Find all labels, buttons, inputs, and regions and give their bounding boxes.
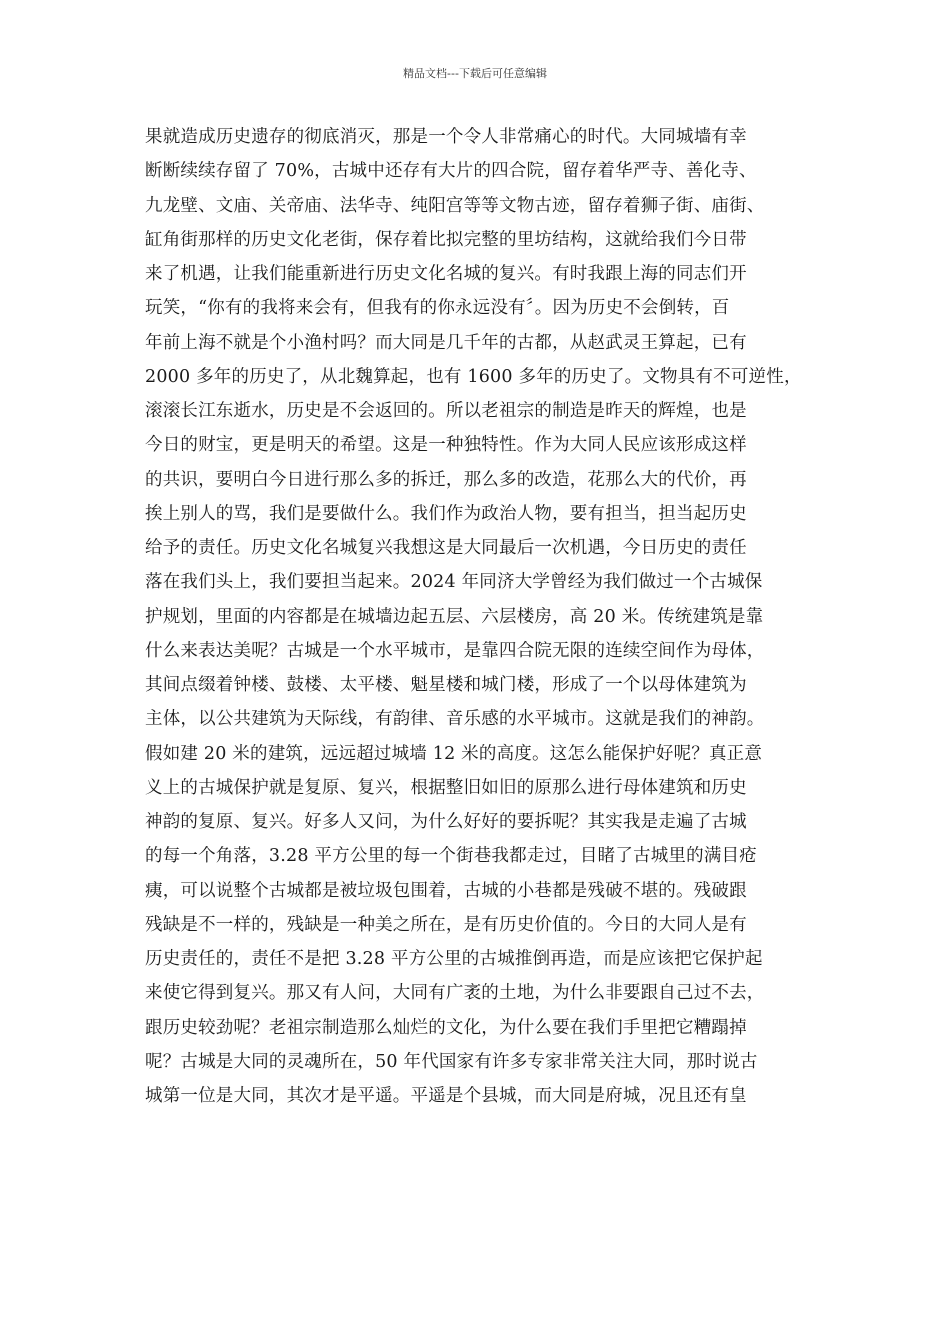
- body-line: 来使它得到复兴。那又有人问，大同有广袤的土地，为什么非要跟自己过不去，: [145, 983, 765, 1004]
- body-line: 跟历史较劲呢？老祖宗制造那么灿烂的文化，为什么要在我们手里把它糟蹋掉: [145, 1017, 747, 1038]
- body-line: 果就造成历史遗存的彻底消灭，那是一个令人非常痛心的时代。大同城墙有幸: [145, 127, 747, 147]
- body-line: 落在我们头上，我们要担当起来。2024 年同济大学曾经为我们做过一个古城保: [145, 572, 763, 593]
- body-line: 断断续续存留了 70%，古城中还存有大片的四合院，留存着华严寺、善化寺、: [145, 161, 757, 182]
- body-line: 来了机遇，让我们能重新进行历史文化名城的复兴。有时我跟上海的同志们开: [145, 264, 747, 284]
- body-line: 的每一个角落，3.28 平方公里的每一个街巷我都走过，目睹了古城里的满目疮: [145, 846, 757, 867]
- body-line: 九龙壁、文庙、关帝庙、法华寺、纯阳宫等等文物古迹，留存着狮子街、庙街、: [145, 195, 765, 216]
- body-line: 残缺是不一样的，残缺是一种美之所在，是有历史价值的。今日的大同人是有: [145, 914, 747, 935]
- body-line: 神韵的复原、复兴。好多人又问，为什么好好的要拆呢？其实我是走遍了古城: [145, 812, 747, 832]
- body-line: 呢？古城是大同的灵魂所在，50 年代国家有许多专家非常关注大同，那时说古: [145, 1051, 758, 1072]
- document-body: [145, 120, 825, 1113]
- body-line: 年前上海不就是个小渔村吗？而大同是几千年的古都，从赵武灵王算起，已有: [145, 332, 747, 353]
- body-line: 城第一位是大同，其次才是平遥。平遥是个县城，而大同是府城，况且还有皇: [145, 1086, 747, 1106]
- body-line: 主体，以公共建筑为天际线，有韵律、音乐感的水平城市。这就是我们的神韵。: [145, 709, 765, 730]
- body-line: 玩笑，“你有的我将来会有，但我有的你永远没有〞。因为历史不会倒转，百: [145, 298, 730, 319]
- body-line: 其间点缀着钟楼、鼓楼、太平楼、魁星楼和城门楼，形成了一个以母体建筑为: [145, 675, 747, 695]
- body-line: 2000 多年的历史了，从北魏算起，也有 1600 多年的历史了。文物具有不可逆性，: [145, 366, 802, 387]
- body-line: 历史责任的，责任不是把 3.28 平方公里的古城推倒再造，而是应该把它保护起: [145, 949, 763, 969]
- body-line: 挨上别人的骂，我们是要做什么。我们作为政治人物，要有担当，担当起历史: [145, 503, 747, 524]
- page-header: 精品文档---下载后可任意编辑: [403, 67, 547, 80]
- body-line: 什么来表达美呢？古城是一个水平城市，是靠四合院无限的连续空间作为母体，: [145, 640, 765, 661]
- body-line: 痍，可以说整个古城都是被垃圾包围着，古城的小巷都是残破不堪的。残破跟: [145, 880, 747, 901]
- body-line: 护规划，里面的内容都是在城墙边起五层、六层楼房，高 20 米。传统建筑是靠: [145, 606, 764, 627]
- body-line: 今日的财宝，更是明天的希望。这是一种独特性。作为大同人民应该形成这样: [145, 435, 747, 456]
- body-line: 义上的古城保护就是复原、复兴，根据整旧如旧的原那么进行母体建筑和历史: [145, 777, 747, 798]
- body-line: 缸角街那样的历史文化老街，保存着比拟完整的里坊结构，这就给我们今日带: [145, 229, 747, 250]
- body-line: 的共识，要明白今日进行那么多的拆迁，那么多的改造，花那么大的代价，再: [145, 469, 747, 490]
- body-line: 滚滚长江东逝水，历史是不会返回的。所以老祖宗的制造是昨天的辉煌，也是: [145, 401, 747, 421]
- body-line: 给予的责任。历史文化名城复兴我想这是大同最后一次机遇，今日历史的责任: [145, 538, 747, 558]
- body-line: 假如建 20 米的建筑，远远超过城墙 12 米的高度。这怎么能保护好呢？真正意: [145, 743, 763, 764]
